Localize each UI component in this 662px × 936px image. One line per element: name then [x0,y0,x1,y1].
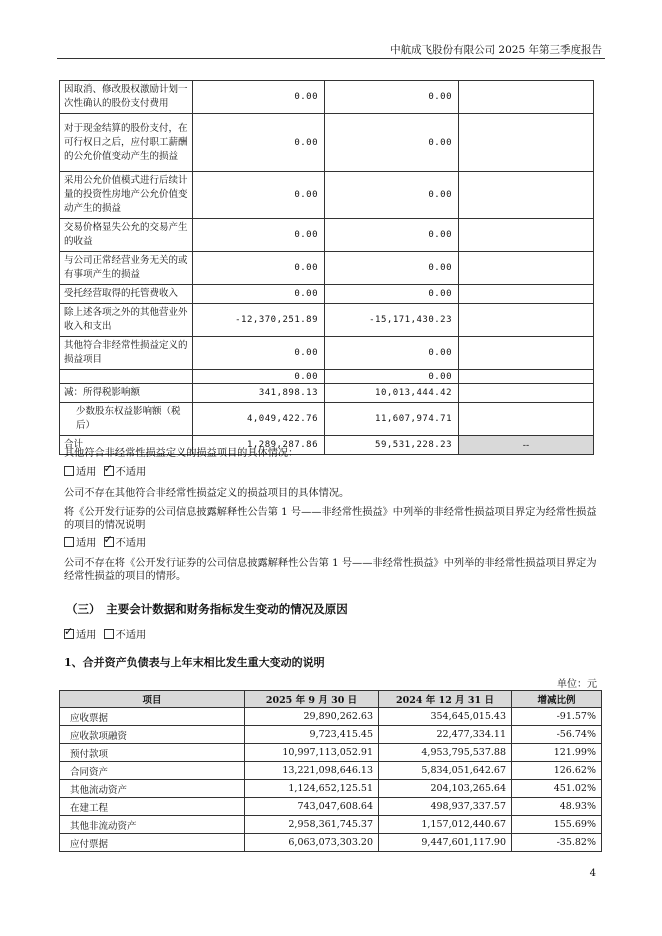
value-2025-cell: 29,890,262.63 [245,708,379,726]
current-period-value: 0.00 [193,81,325,114]
current-period-value: 0.00 [193,114,325,172]
table-row [60,219,594,252]
current-period-value: 0.00 [193,172,325,219]
checkbox-unchecked-icon [64,537,74,547]
row-label: 受托经营取得的托管费收入 [60,285,193,304]
value-2025-cell: 1,124,652,125.51 [245,780,379,798]
value-2025-cell: 13,221,098,646.13 [245,762,379,780]
table-row [60,708,602,726]
non-recurring-gains-table [59,80,594,455]
current-period-value: 0.00 [193,285,325,304]
value-2025-cell: 2,958,361,745.37 [245,816,379,834]
current-period-value: 0.00 [193,337,325,370]
ytd-value: 0.00 [325,337,459,370]
paragraph: 的项目的情况说明 [64,520,146,531]
value-2024-cell: 204,103,265.64 [379,780,512,798]
change-pct-cell: 121.99% [512,744,602,762]
current-period-value: 0.00 [193,252,325,285]
checkbox-label: 不适用 [115,630,147,641]
change-pct-cell: 48.93% [512,798,602,816]
note-cell [459,219,594,252]
row-label: 除上述各项之外的其他营业外收入和支出 [60,304,193,337]
note-cell [459,252,594,285]
row-label: 因取消、修改股权激励计划一次性确认的股份支付费用 [60,81,193,114]
ytd-value: 0.00 [325,285,459,304]
table-row [60,252,594,285]
ytd-value: 59,531,228.23 [325,436,459,455]
row-label: 少数股东权益影响额（税后） [60,403,193,436]
item-cell: 在建工程 [60,798,245,816]
change-pct-cell: 451.02% [512,780,602,798]
unit-label: 单位：元 [557,679,597,690]
table-row [60,726,602,744]
column-header: 2025 年 9 月 30 日 [245,691,379,708]
item-cell: 其他流动资产 [60,780,245,798]
checkbox-label: 适用 [76,630,97,641]
header-rule [57,58,605,59]
checkbox-checked-icon [104,466,114,476]
change-pct-cell: -91.57% [512,708,602,726]
item-cell: 应收票据 [60,708,245,726]
row-label [60,370,193,384]
value-2025-cell: 9,723,415.45 [245,726,379,744]
note-cell [459,384,594,403]
page-number: 4 [589,868,596,879]
table-row [60,403,594,436]
row-label: 对于现金结算的股份支付，在可行权日之后，应付职工薪酬的公允价值变动产生的损益 [60,114,193,172]
item-cell: 合同资产 [60,762,245,780]
paragraph: 公司不存在将《公开发行证券的公司信息披露解释性公告第 1 号——非经常性损益》中列举的非经常性损益项目界定为 [64,558,597,569]
current-period-value: 0.00 [193,219,325,252]
row-label: 合计 [60,436,193,455]
table-row [60,172,594,219]
table-row [60,81,594,114]
table-row [60,798,602,816]
section-title: （三） 主要会计数据和财务指标发生变动的情况及原因 [66,602,348,616]
applicability-checkbox-3 [64,629,146,643]
table-row [60,304,594,337]
checkbox-label: 不适用 [115,467,147,478]
current-period-value: 1,289,287.86 [193,436,325,455]
checkbox-unchecked-icon [64,466,74,476]
current-period-value: 4,049,422.76 [193,403,325,436]
checkbox-label: 适用 [76,467,97,478]
note-cell [459,172,594,219]
value-2025-cell: 6,063,073,303.20 [245,834,379,852]
table-row [60,337,594,370]
row-label: 采用公允价值模式进行后续计量的投资性房地产公允价值变动产生的损益 [60,172,193,219]
checkbox-checked-icon [104,537,114,547]
item-cell: 应付票据 [60,834,245,852]
column-header: 2024 年 12 月 31 日 [379,691,512,708]
note-cell [459,285,594,304]
applicability-checkbox-1 [64,466,146,480]
other-items-note: 其他符合非经常性损益定义的损益项目的具体情况： [64,448,299,459]
item-cell: 预付款项 [60,744,245,762]
column-header: 项目 [60,691,245,708]
value-2025-cell: 10,997,113,052.91 [245,744,379,762]
value-2024-cell: 22,477,334.11 [379,726,512,744]
item-cell: 其他非流动资产 [60,816,245,834]
table-row [60,762,602,780]
ytd-value: 11,607,974.71 [325,403,459,436]
row-label: 与公司正常经营业务无关的或有事项产生的损益 [60,252,193,285]
note-cell [459,370,594,384]
ytd-value: 0.00 [325,81,459,114]
checkbox-unchecked-icon [104,629,114,639]
item-cell: 应收款项融资 [60,726,245,744]
change-pct-cell: 155.69% [512,816,602,834]
note-cell [459,337,594,370]
change-pct-cell: -56.74% [512,726,602,744]
note-cell [459,114,594,172]
applicability-checkbox-2 [64,537,146,551]
change-pct-cell: -35.82% [512,834,602,852]
table-row [60,285,594,304]
note-cell: -- [459,436,594,455]
checkbox-label: 适用 [76,538,97,549]
note-cell [459,403,594,436]
paragraph: 经常性损益的项目的情形。 [64,571,187,582]
ytd-value: 0.00 [325,252,459,285]
note-cell [459,304,594,337]
checkbox-label: 不适用 [115,538,147,549]
ytd-value: 10,013,444.42 [325,384,459,403]
value-2025-cell: 743,047,608.64 [245,798,379,816]
checkbox-checked-icon [64,629,74,639]
table-row [60,744,602,762]
ytd-value: -15,171,430.23 [325,304,459,337]
value-2024-cell: 4,953,795,537.88 [379,744,512,762]
ytd-value: 0.00 [325,370,459,384]
balance-sheet-changes-table [59,690,602,852]
value-2024-cell: 354,645,015.43 [379,708,512,726]
paragraph: 公司不存在其他符合非经常性损益定义的损益项目的具体情况。 [64,488,350,499]
table-row [60,816,602,834]
column-header: 增减比例 [512,691,602,708]
note-cell [459,81,594,114]
table-row [60,834,602,852]
table-row [60,384,594,403]
value-2024-cell: 498,937,337.57 [379,798,512,816]
table-row [60,780,602,798]
ytd-value: 0.00 [325,172,459,219]
table-row [60,114,594,172]
current-period-value: -12,370,251.89 [193,304,325,337]
table-header-row [60,691,602,708]
subsection-title: 1、合并资产负债表与上年末相比发生重大变动的说明 [64,656,325,669]
value-2024-cell: 9,447,601,117.90 [379,834,512,852]
table-row [60,370,594,384]
ytd-value: 0.00 [325,114,459,172]
value-2024-cell: 1,157,012,440.67 [379,816,512,834]
row-label: 交易价格显失公允的交易产生的收益 [60,219,193,252]
row-label: 减：所得税影响额 [60,384,193,403]
report-header-title: 中航成飞股份有限公司 2025 年第三季度报告 [390,44,602,56]
value-2024-cell: 5,834,051,642.67 [379,762,512,780]
change-pct-cell: 126.62% [512,762,602,780]
paragraph: 将《公开发行证券的公司信息披露解释性公告第 1 号——非经常性损益》中列举的非经常性损益项目界定为经常性损益 [64,507,597,518]
ytd-value: 0.00 [325,219,459,252]
current-period-value: 341,898.13 [193,384,325,403]
current-period-value: 0.00 [193,370,325,384]
row-label: 其他符合非经常性损益定义的损益项目 [60,337,193,370]
